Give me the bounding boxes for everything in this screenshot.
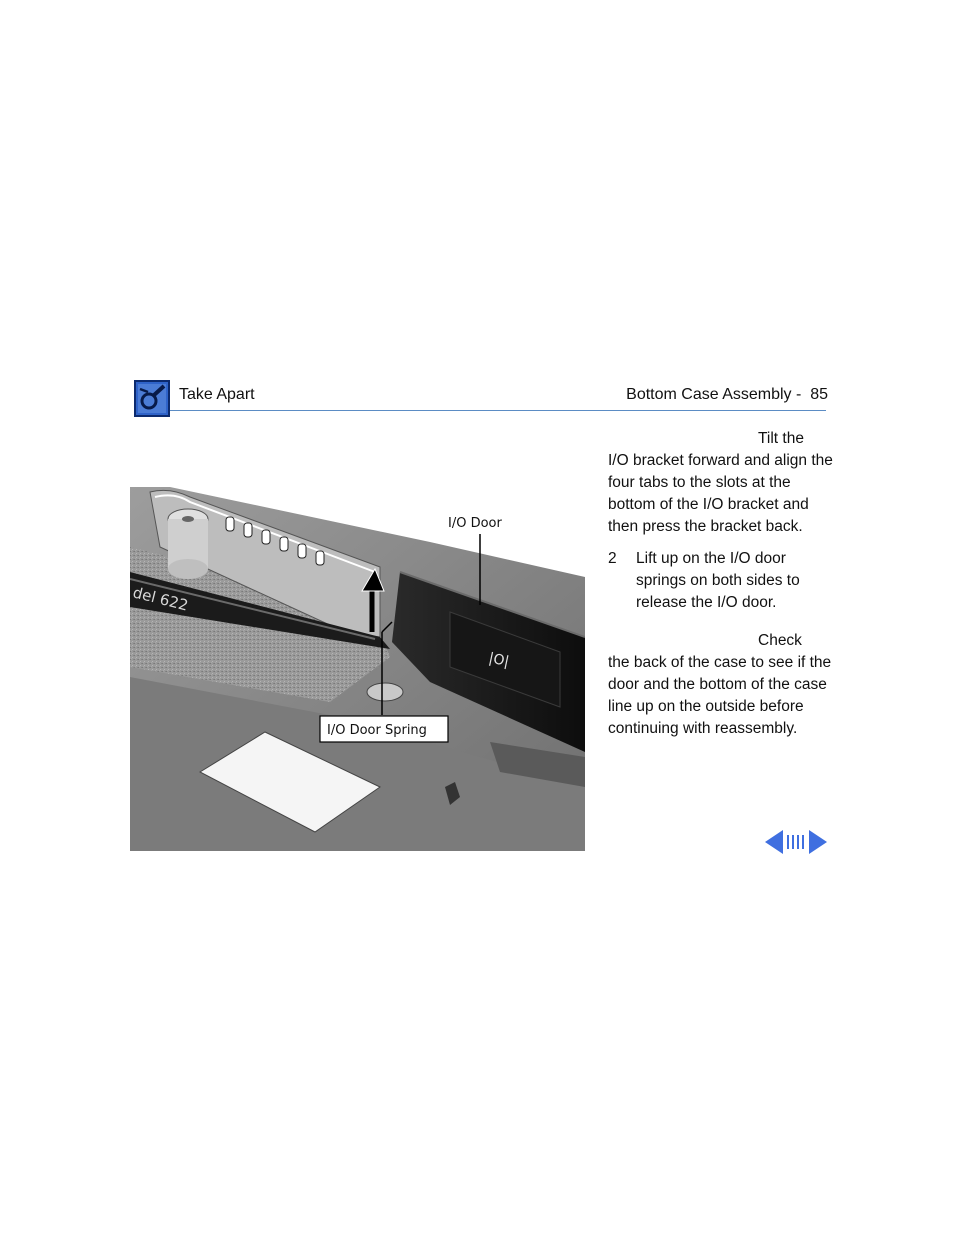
- next-page-arrow-icon[interactable]: [809, 830, 827, 854]
- step-2-body: Lift up on the I/O door springs on both sides to release the I/O door.: [636, 550, 800, 611]
- page-title: Bottom Case Assembly - 85: [626, 386, 828, 403]
- step-2: [608, 548, 838, 614]
- page-navigation: [765, 830, 827, 854]
- para1-body: I/O bracket forward and align the four tabs to the slots at the bottom of the I/O bracket and then press the bracket back.: [608, 452, 833, 535]
- model-label: del 622: [131, 583, 191, 615]
- step-2-number: 2: [608, 550, 617, 567]
- instruction-text: [608, 428, 838, 740]
- svg-text:|O|: |O|: [487, 650, 511, 671]
- io-door-photo: [130, 487, 585, 851]
- page-index-icon[interactable]: [787, 835, 804, 849]
- section-title: Take Apart: [179, 386, 255, 403]
- para3-body: the back of the case to see if the door and the bottom of the case line up on the outside before continuing with reassembly.: [608, 654, 832, 737]
- para1-first-line: Tilt the: [758, 430, 804, 447]
- io-door-callout: I/O Door: [448, 516, 502, 531]
- header-divider: [170, 410, 826, 411]
- io-door-spring-callout: I/O Door Spring: [327, 723, 427, 738]
- toolbox-logo-icon: [134, 380, 170, 417]
- para3-first-line: Check: [758, 632, 802, 649]
- previous-page-arrow-icon[interactable]: [765, 830, 783, 854]
